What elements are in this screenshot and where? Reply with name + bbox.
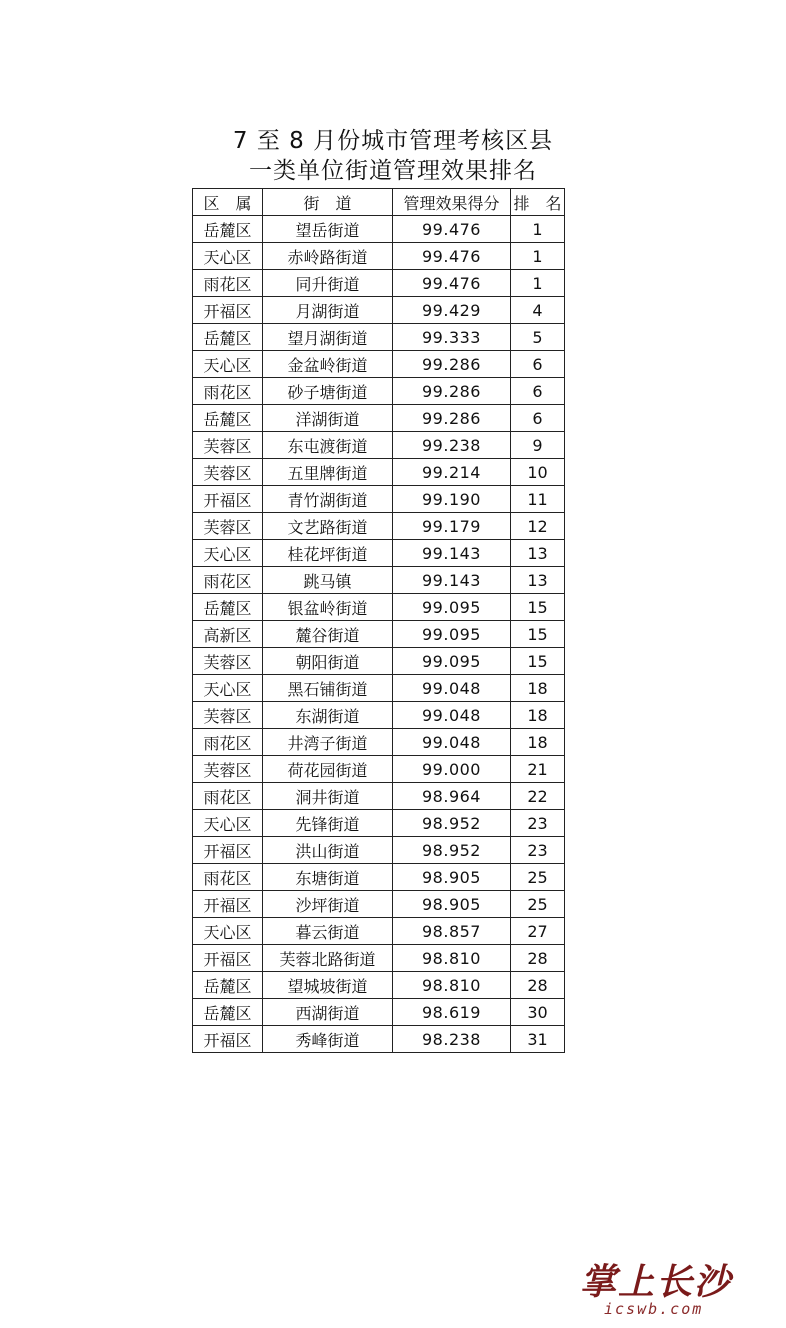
cell-district: 雨花区 bbox=[193, 378, 263, 405]
cell-rank: 18 bbox=[511, 675, 565, 702]
cell-rank: 15 bbox=[511, 594, 565, 621]
table-row bbox=[193, 972, 565, 999]
cell-street: 洋湖街道 bbox=[263, 405, 393, 432]
cell-score: 99.286 bbox=[393, 351, 511, 378]
cell-rank: 18 bbox=[511, 729, 565, 756]
cell-district: 开福区 bbox=[193, 945, 263, 972]
cell-district: 芙蓉区 bbox=[193, 459, 263, 486]
table-row bbox=[193, 405, 565, 432]
ranking-table bbox=[192, 188, 565, 1053]
cell-score: 98.952 bbox=[393, 810, 511, 837]
cell-rank: 27 bbox=[511, 918, 565, 945]
cell-rank: 9 bbox=[511, 432, 565, 459]
cell-district: 芙蓉区 bbox=[193, 432, 263, 459]
table-row bbox=[193, 918, 565, 945]
cell-street: 芙蓉北路街道 bbox=[263, 945, 393, 972]
cell-street: 跳马镇 bbox=[263, 567, 393, 594]
table-row bbox=[193, 324, 565, 351]
cell-street: 桂花坪街道 bbox=[263, 540, 393, 567]
header-rank: 排 名 bbox=[511, 189, 565, 216]
cell-rank: 23 bbox=[511, 837, 565, 864]
table-row bbox=[193, 837, 565, 864]
cell-score: 98.619 bbox=[393, 999, 511, 1026]
cell-street: 朝阳街道 bbox=[263, 648, 393, 675]
cell-rank: 15 bbox=[511, 648, 565, 675]
table-row bbox=[193, 729, 565, 756]
cell-rank: 10 bbox=[511, 459, 565, 486]
header-street: 街 道 bbox=[263, 189, 393, 216]
cell-street: 荷花园街道 bbox=[263, 756, 393, 783]
cell-rank: 22 bbox=[511, 783, 565, 810]
cell-score: 98.905 bbox=[393, 864, 511, 891]
cell-street: 青竹湖街道 bbox=[263, 486, 393, 513]
cell-district: 雨花区 bbox=[193, 783, 263, 810]
table-row bbox=[193, 675, 565, 702]
cell-rank: 1 bbox=[511, 216, 565, 243]
cell-score: 98.810 bbox=[393, 945, 511, 972]
cell-district: 岳麓区 bbox=[193, 999, 263, 1026]
cell-score: 99.476 bbox=[393, 216, 511, 243]
table-row bbox=[193, 270, 565, 297]
table-row bbox=[193, 486, 565, 513]
table-row bbox=[193, 864, 565, 891]
table-row bbox=[193, 351, 565, 378]
cell-street: 东塘街道 bbox=[263, 864, 393, 891]
cell-district: 雨花区 bbox=[193, 567, 263, 594]
cell-street: 暮云街道 bbox=[263, 918, 393, 945]
table-row bbox=[193, 1026, 565, 1053]
cell-rank: 4 bbox=[511, 297, 565, 324]
cell-score: 99.238 bbox=[393, 432, 511, 459]
cell-score: 99.190 bbox=[393, 486, 511, 513]
cell-score: 99.048 bbox=[393, 729, 511, 756]
cell-district: 芙蓉区 bbox=[193, 702, 263, 729]
cell-district: 雨花区 bbox=[193, 270, 263, 297]
cell-score: 99.476 bbox=[393, 270, 511, 297]
table-row bbox=[193, 216, 565, 243]
cell-district: 芙蓉区 bbox=[193, 648, 263, 675]
header-district: 区 属 bbox=[193, 189, 263, 216]
cell-score: 98.952 bbox=[393, 837, 511, 864]
cell-score: 99.214 bbox=[393, 459, 511, 486]
cell-score: 98.964 bbox=[393, 783, 511, 810]
table-row bbox=[193, 432, 565, 459]
cell-district: 开福区 bbox=[193, 837, 263, 864]
cell-district: 高新区 bbox=[193, 621, 263, 648]
cell-district: 岳麓区 bbox=[193, 324, 263, 351]
table-row bbox=[193, 999, 565, 1026]
cell-street: 月湖街道 bbox=[263, 297, 393, 324]
table-row bbox=[193, 702, 565, 729]
cell-street: 洪山街道 bbox=[263, 837, 393, 864]
cell-score: 99.429 bbox=[393, 297, 511, 324]
cell-street: 望岳街道 bbox=[263, 216, 393, 243]
cell-score: 99.286 bbox=[393, 405, 511, 432]
cell-score: 99.333 bbox=[393, 324, 511, 351]
cell-street: 井湾子街道 bbox=[263, 729, 393, 756]
cell-rank: 15 bbox=[511, 621, 565, 648]
table-row bbox=[193, 810, 565, 837]
table-row bbox=[193, 540, 565, 567]
cell-score: 99.048 bbox=[393, 702, 511, 729]
cell-district: 天心区 bbox=[193, 351, 263, 378]
cell-street: 同升街道 bbox=[263, 270, 393, 297]
cell-score: 99.095 bbox=[393, 648, 511, 675]
table-row bbox=[193, 945, 565, 972]
cell-score: 99.048 bbox=[393, 675, 511, 702]
page-title-line-2: 一类单位街道管理效果排名 bbox=[249, 158, 537, 184]
table-row bbox=[193, 756, 565, 783]
cell-rank: 6 bbox=[511, 378, 565, 405]
table-row bbox=[193, 567, 565, 594]
cell-district: 开福区 bbox=[193, 486, 263, 513]
cell-street: 东湖街道 bbox=[263, 702, 393, 729]
cell-street: 麓谷街道 bbox=[263, 621, 393, 648]
cell-score: 98.857 bbox=[393, 918, 511, 945]
cell-rank: 25 bbox=[511, 864, 565, 891]
cell-district: 岳麓区 bbox=[193, 216, 263, 243]
cell-district: 开福区 bbox=[193, 1026, 263, 1053]
cell-rank: 11 bbox=[511, 486, 565, 513]
cell-score: 99.095 bbox=[393, 621, 511, 648]
cell-street: 西湖街道 bbox=[263, 999, 393, 1026]
cell-street: 洞井街道 bbox=[263, 783, 393, 810]
table-row bbox=[193, 378, 565, 405]
cell-street: 黑石铺街道 bbox=[263, 675, 393, 702]
cell-rank: 21 bbox=[511, 756, 565, 783]
watermark-url: icswb.com bbox=[604, 1300, 704, 1318]
cell-district: 岳麓区 bbox=[193, 405, 263, 432]
cell-district: 天心区 bbox=[193, 243, 263, 270]
cell-street: 文艺路街道 bbox=[263, 513, 393, 540]
cell-district: 芙蓉区 bbox=[193, 513, 263, 540]
table-row bbox=[193, 594, 565, 621]
cell-rank: 13 bbox=[511, 540, 565, 567]
cell-district: 雨花区 bbox=[193, 729, 263, 756]
page-title-line-1: 7 至 8 月份城市管理考核区县 bbox=[232, 128, 554, 154]
cell-rank: 6 bbox=[511, 405, 565, 432]
cell-district: 岳麓区 bbox=[193, 594, 263, 621]
cell-score: 99.143 bbox=[393, 567, 511, 594]
cell-score: 99.476 bbox=[393, 243, 511, 270]
table-row bbox=[193, 621, 565, 648]
table-header-row bbox=[193, 189, 565, 216]
cell-score: 98.905 bbox=[393, 891, 511, 918]
cell-score: 99.143 bbox=[393, 540, 511, 567]
cell-street: 秀峰街道 bbox=[263, 1026, 393, 1053]
cell-rank: 1 bbox=[511, 243, 565, 270]
cell-street: 砂子塘街道 bbox=[263, 378, 393, 405]
cell-rank: 5 bbox=[511, 324, 565, 351]
cell-district: 芙蓉区 bbox=[193, 756, 263, 783]
cell-rank: 31 bbox=[511, 1026, 565, 1053]
header-score: 管理效果得分 bbox=[393, 189, 511, 216]
cell-street: 五里牌街道 bbox=[263, 459, 393, 486]
cell-rank: 13 bbox=[511, 567, 565, 594]
cell-street: 望月湖街道 bbox=[263, 324, 393, 351]
cell-district: 雨花区 bbox=[193, 864, 263, 891]
cell-street: 赤岭路街道 bbox=[263, 243, 393, 270]
table-row bbox=[193, 648, 565, 675]
cell-score: 99.179 bbox=[393, 513, 511, 540]
cell-district: 开福区 bbox=[193, 891, 263, 918]
cell-score: 99.286 bbox=[393, 378, 511, 405]
cell-score: 98.810 bbox=[393, 972, 511, 999]
table-row bbox=[193, 459, 565, 486]
table-row bbox=[193, 783, 565, 810]
cell-rank: 25 bbox=[511, 891, 565, 918]
cell-street: 银盆岭街道 bbox=[263, 594, 393, 621]
cell-district: 天心区 bbox=[193, 810, 263, 837]
watermark-logo-text: 掌上长沙 bbox=[580, 1262, 733, 1303]
cell-rank: 12 bbox=[511, 513, 565, 540]
cell-district: 开福区 bbox=[193, 297, 263, 324]
table-row bbox=[193, 243, 565, 270]
cell-street: 金盆岭街道 bbox=[263, 351, 393, 378]
table-body bbox=[193, 216, 565, 1053]
cell-rank: 28 bbox=[511, 972, 565, 999]
watermark-logo bbox=[574, 1254, 774, 1324]
cell-street: 先锋街道 bbox=[263, 810, 393, 837]
cell-district: 天心区 bbox=[193, 675, 263, 702]
cell-rank: 18 bbox=[511, 702, 565, 729]
cell-score: 99.095 bbox=[393, 594, 511, 621]
cell-street: 望城坡街道 bbox=[263, 972, 393, 999]
table-row bbox=[193, 891, 565, 918]
cell-street: 沙坪街道 bbox=[263, 891, 393, 918]
table-row bbox=[193, 297, 565, 324]
cell-score: 99.000 bbox=[393, 756, 511, 783]
cell-rank: 1 bbox=[511, 270, 565, 297]
cell-district: 岳麓区 bbox=[193, 972, 263, 999]
cell-district: 天心区 bbox=[193, 540, 263, 567]
cell-street: 东屯渡街道 bbox=[263, 432, 393, 459]
cell-rank: 30 bbox=[511, 999, 565, 1026]
table-row bbox=[193, 513, 565, 540]
cell-score: 98.238 bbox=[393, 1026, 511, 1053]
cell-rank: 23 bbox=[511, 810, 565, 837]
cell-rank: 6 bbox=[511, 351, 565, 378]
cell-rank: 28 bbox=[511, 945, 565, 972]
cell-district: 天心区 bbox=[193, 918, 263, 945]
